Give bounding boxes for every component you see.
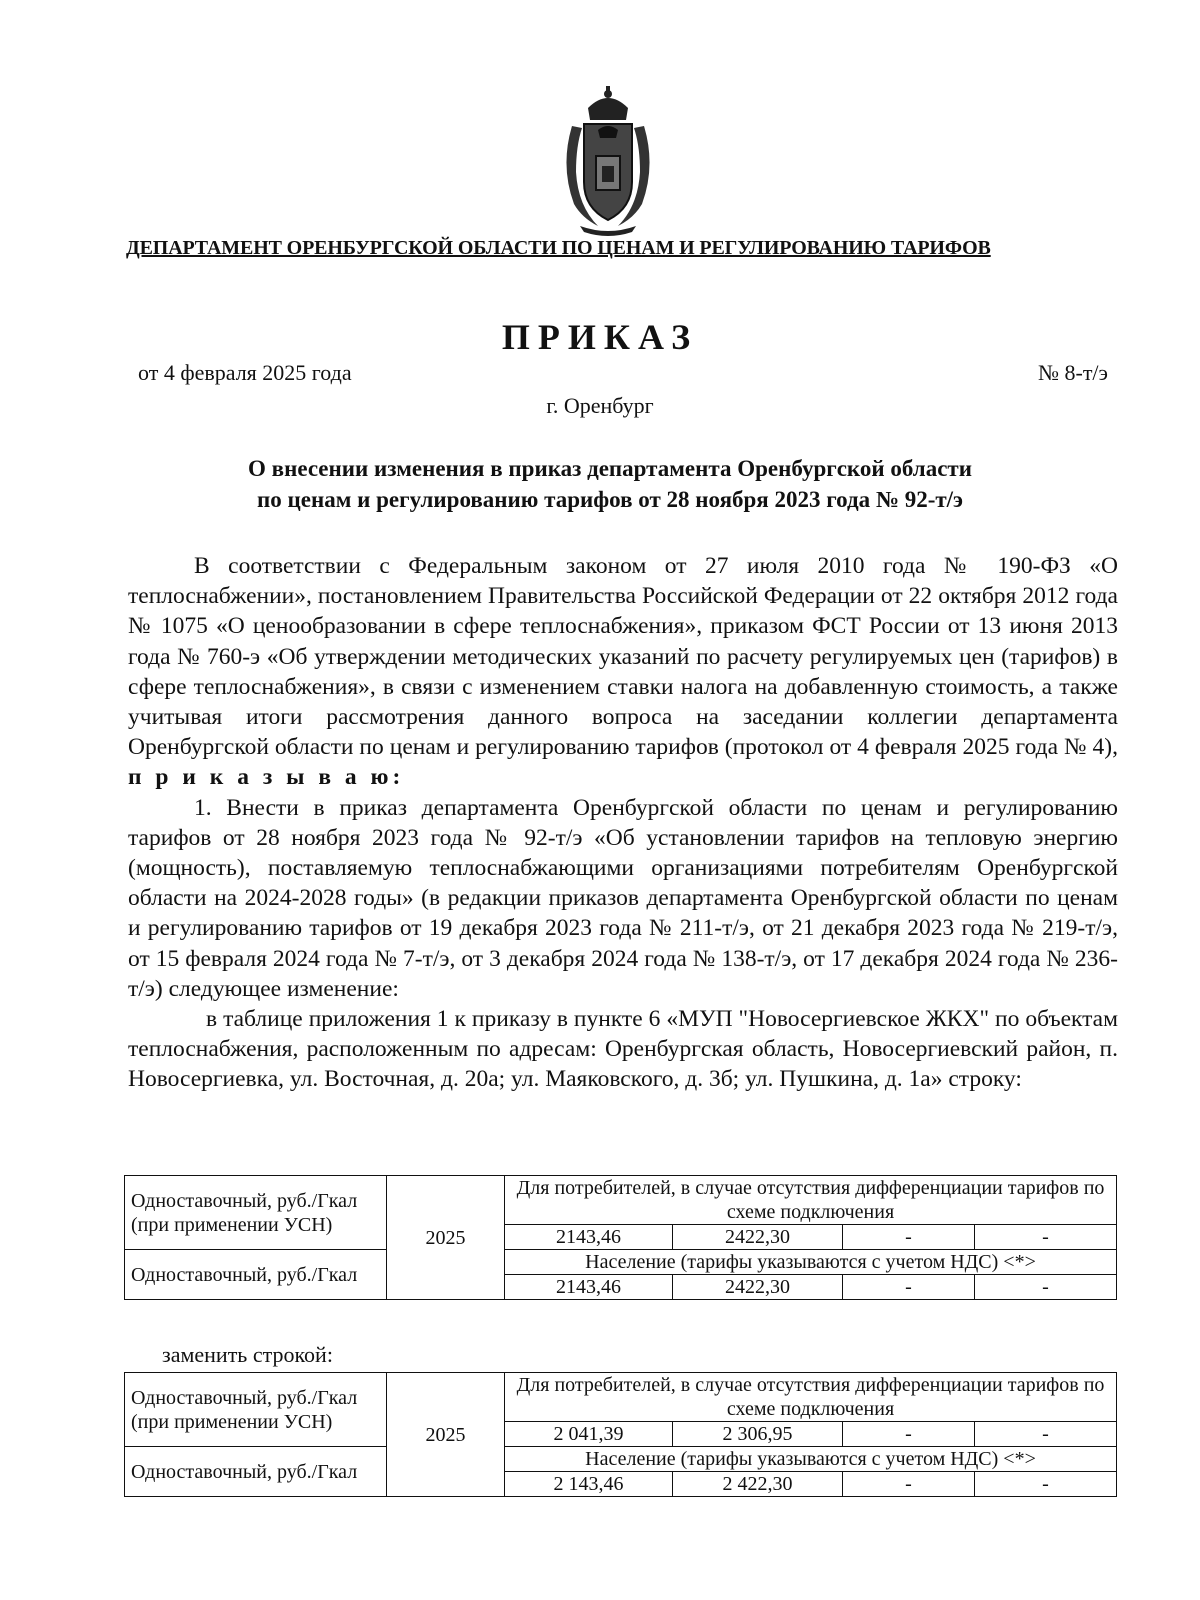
table-cell-year: 2025 (387, 1176, 505, 1300)
table-cell-value: - (975, 1275, 1117, 1300)
clause-1-paragraph: 1. Внести в приказ департамента Оренбургской области по ценам и регулированию тарифов от 28 ноября 2023 года № 92-т/э «Об установлении тарифов на тепловую энергию (мощность), поставляемую теплоснабжающими организациями потребителям Оренбургской области на 2024-2028 годы» (в редакции приказов департамента Оренбургской области по ценам и регулированию тарифов от 19 декабря 2023 года № 211-т/э, от 21 декабря 2023 года № 219-т/э, от 15 февраля 2024 года № 7-т/э, от 3 декабря 2024 года № 138-т/э, от 17 декабря 2024 года № 236-т/э) следующее изменение: (128, 794, 1118, 1002)
table-cell-value: - (975, 1472, 1117, 1497)
table-cell-value: - (843, 1275, 975, 1300)
table-cell-value: - (843, 1225, 975, 1250)
table-cell-value: - (843, 1472, 975, 1497)
clause-1-detail-paragraph: в таблице приложения 1 к приказу в пункте 6 «МУП "Новосергиевское ЖКХ" по объектам теплоснабжения, расположенным по адресам: Оренбургская область, Новосергиевский район, п. Новосергиевка, ул. Восточная, д. 20а; ул. Маяковского, д. 3б; ул. Пушкина, д. 1а» строку: (128, 1006, 1118, 1093)
table-cell-value: - (843, 1422, 975, 1447)
table-cell-value: - (975, 1422, 1117, 1447)
coat-of-arms-icon (558, 86, 658, 236)
table-cell-value: 2143,46 (505, 1225, 673, 1250)
table-cell-value: - (975, 1225, 1117, 1250)
table-cell-value: 2 041,39 (505, 1422, 673, 1447)
order-subject (150, 453, 1070, 515)
table-cell-label: Одноставочный, руб./Гкал (125, 1447, 387, 1497)
subject-line-1: О внесении изменения в приказ департамента Оренбургской области (248, 456, 972, 481)
preamble-text: В соответствии с Федеральным законом от 27 июля 2010 года № 190-ФЗ «О теплоснабжении», постановлением Правительства Российской Федерации от 22 октября 2012 года № 1075 «О ценообразовании в сфере теплоснабжения», приказом ФСТ России от 13 июня 2013 года № 760-э «Об утверждении методических указаний по расчету регулируемых цен (тарифов) в сфере теплоснабжения», в связи с изменением ставки налога на добавленную стоимость, а также учитывая итоги рассмотрения данного вопроса на заседании коллегии департамента Оренбургской области по ценам и регулированию тарифов (протокол от 4 февраля 2025 года № 4), (128, 553, 1118, 761)
table-cell-header: Население (тарифы указываются с учетом НДС) <*> (505, 1447, 1117, 1472)
coat-of-arms-emblem (558, 86, 658, 236)
order-number: № 8-т/э (1038, 360, 1108, 385)
order-city: г. Оренбург (546, 393, 654, 418)
document-title: ПРИКАЗ (501, 317, 699, 357)
tariff-table-new (124, 1372, 1117, 1497)
subject-line-2: по ценам и регулированию тарифов от 28 ноября 2023 года № 92-т/э (257, 487, 963, 512)
table-cell-year: 2025 (387, 1373, 505, 1497)
table-cell-value: 2 143,46 (505, 1472, 673, 1497)
preamble-paragraph (128, 551, 1118, 793)
order-date: от 4 февраля 2025 года (138, 360, 352, 385)
replace-label: заменить строкой: (162, 1342, 333, 1367)
table-cell-value: 2422,30 (673, 1225, 843, 1250)
tariff-table-old (124, 1175, 1117, 1300)
table-cell-label: Одноставочный, руб./Гкал (при применении УСН) (125, 1176, 387, 1250)
table-cell-value: 2 422,30 (673, 1472, 843, 1497)
order-body (128, 551, 1118, 1095)
table-cell-header: Для потребителей, в случае отсутствия дифференциации тарифов по схеме подключения (505, 1176, 1117, 1225)
table-cell-label: Одноставочный, руб./Гкал (125, 1250, 387, 1300)
department-name: ДЕПАРТАМЕНТ ОРЕНБУРГСКОЙ ОБЛАСТИ ПО ЦЕНАМ И РЕГУЛИРОВАНИЮ ТАРИФОВ (126, 237, 991, 259)
table-cell-label: Одноставочный, руб./Гкал (при применении УСН) (125, 1373, 387, 1447)
table-cell-value: 2422,30 (673, 1275, 843, 1300)
table-cell-header: Для потребителей, в случае отсутствия дифференциации тарифов по схеме подключения (505, 1373, 1117, 1422)
order-word: п р и к а з ы в а ю: (128, 764, 405, 791)
table-cell-value: 2143,46 (505, 1275, 673, 1300)
table-cell-header: Население (тарифы указываются с учетом НДС) <*> (505, 1250, 1117, 1275)
table-cell-value: 2 306,95 (673, 1422, 843, 1447)
